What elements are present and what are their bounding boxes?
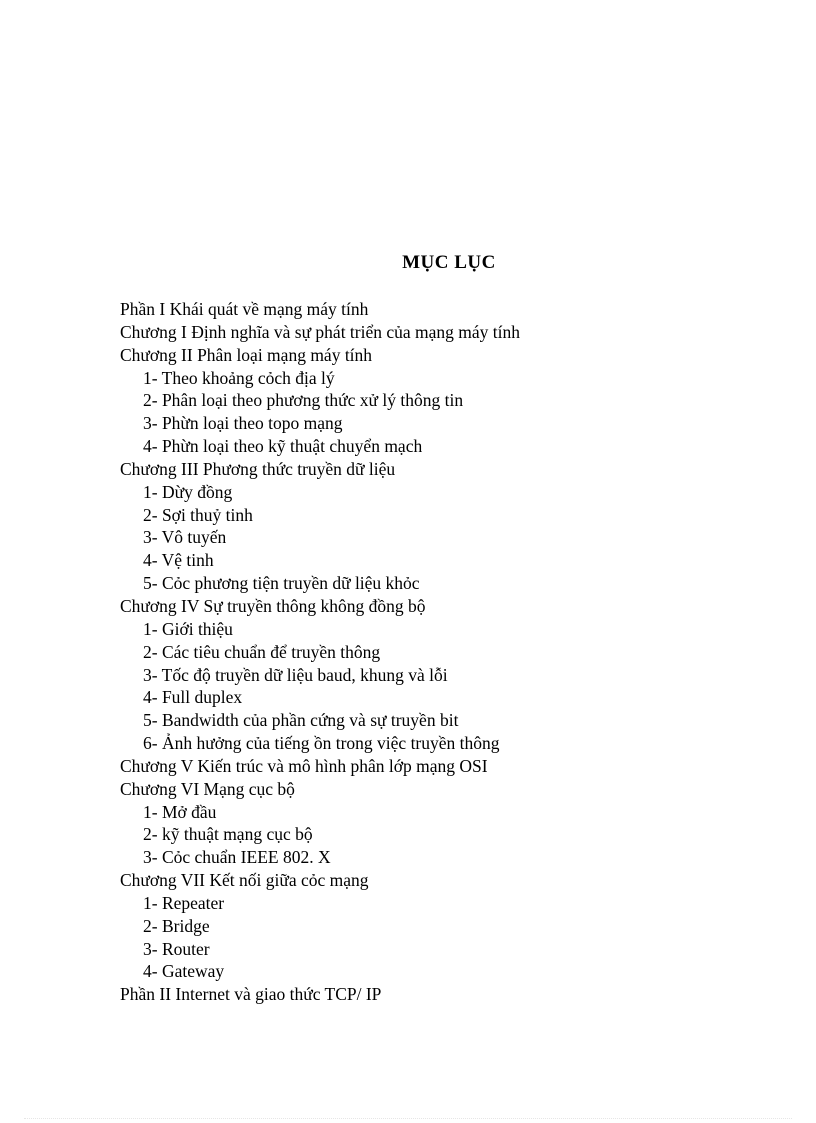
toc-entry-chapter-4: Chương IV Sự truyền thông không đồng bộ <box>120 595 426 616</box>
toc-subentry: 2- Phân loại theo phương thức xử lý thông tin <box>143 390 464 411</box>
toc-entry-chapter-6: Chương VI Mạng cục bộ <box>120 778 295 799</box>
toc-entry-part-1: Phần I Khái quát về mạng máy tính <box>120 299 369 319</box>
toc-title: MỤC LỤC <box>402 252 496 273</box>
toc-subentry: 2- Bridge <box>143 915 210 936</box>
toc-subentry: 6- Ảnh hưởng của tiếng ồn trong việc truyền thông <box>143 733 500 754</box>
toc-subentry: 3- Phừn loại theo topo mạng <box>143 413 343 434</box>
toc-subentry: 3- Vô tuyến <box>143 527 227 548</box>
toc-entry-chapter-3: Chương III Phương thức truyền dữ liệu <box>120 458 396 479</box>
toc-entry-chapter-2: Chương II Phân loại mạng máy tính <box>120 344 373 365</box>
toc-subentry: 4- Full duplex <box>143 687 243 708</box>
toc-subentry: 4- Vệ tinh <box>143 550 214 571</box>
toc-subentry: 2- Các tiêu chuẩn để truyền thông <box>143 641 381 662</box>
toc-subentry: 1- Dừy đồng <box>143 481 233 502</box>
toc-entry-chapter-7: Chương VII Kết nối giữa cỏc mạng <box>120 870 369 891</box>
toc-subentry: 4- Gateway <box>143 961 225 982</box>
toc-subentry: 1- Theo khoảng cỏch địa lý <box>143 367 335 388</box>
toc-subentry: 4- Phừn loại theo kỹ thuật chuyển mạch <box>143 436 423 457</box>
toc-subentry: 5- Cỏc phương tiện truyền dữ liệu khỏc <box>143 573 420 594</box>
toc-subentry: 2- kỹ thuật mạng cục bộ <box>143 824 313 845</box>
toc-subentry: 1- Mở đầu <box>143 801 217 822</box>
toc-subentry: 1- Repeater <box>143 892 225 913</box>
toc-subentry: 3- Tốc độ truyền dữ liệu baud, khung và lỗi <box>143 664 448 685</box>
toc-entry-part-2: Phần II Internet và giao thức TCP/ IP <box>120 984 382 1005</box>
toc-list <box>120 298 520 1006</box>
toc-subentry: 5- Bandwidth của phần cứng và sự truyền bit <box>143 710 459 731</box>
toc-entry-chapter-5: Chương V Kiến trúc và mô hình phân lớp mạng OSI <box>120 755 488 776</box>
toc-subentry: 3- Cỏc chuẩn IEEE 802. X <box>143 847 331 868</box>
page-bottom-divider <box>24 1118 792 1119</box>
toc-subentry: 1- Giới thiệu <box>143 618 233 639</box>
toc-subentry: 3- Router <box>143 938 210 959</box>
toc-entry-chapter-1: Chương I Định nghĩa và sự phát triển của mạng máy tính <box>120 321 521 342</box>
toc-subentry: 2- Sợi thuỷ tinh <box>143 504 253 525</box>
